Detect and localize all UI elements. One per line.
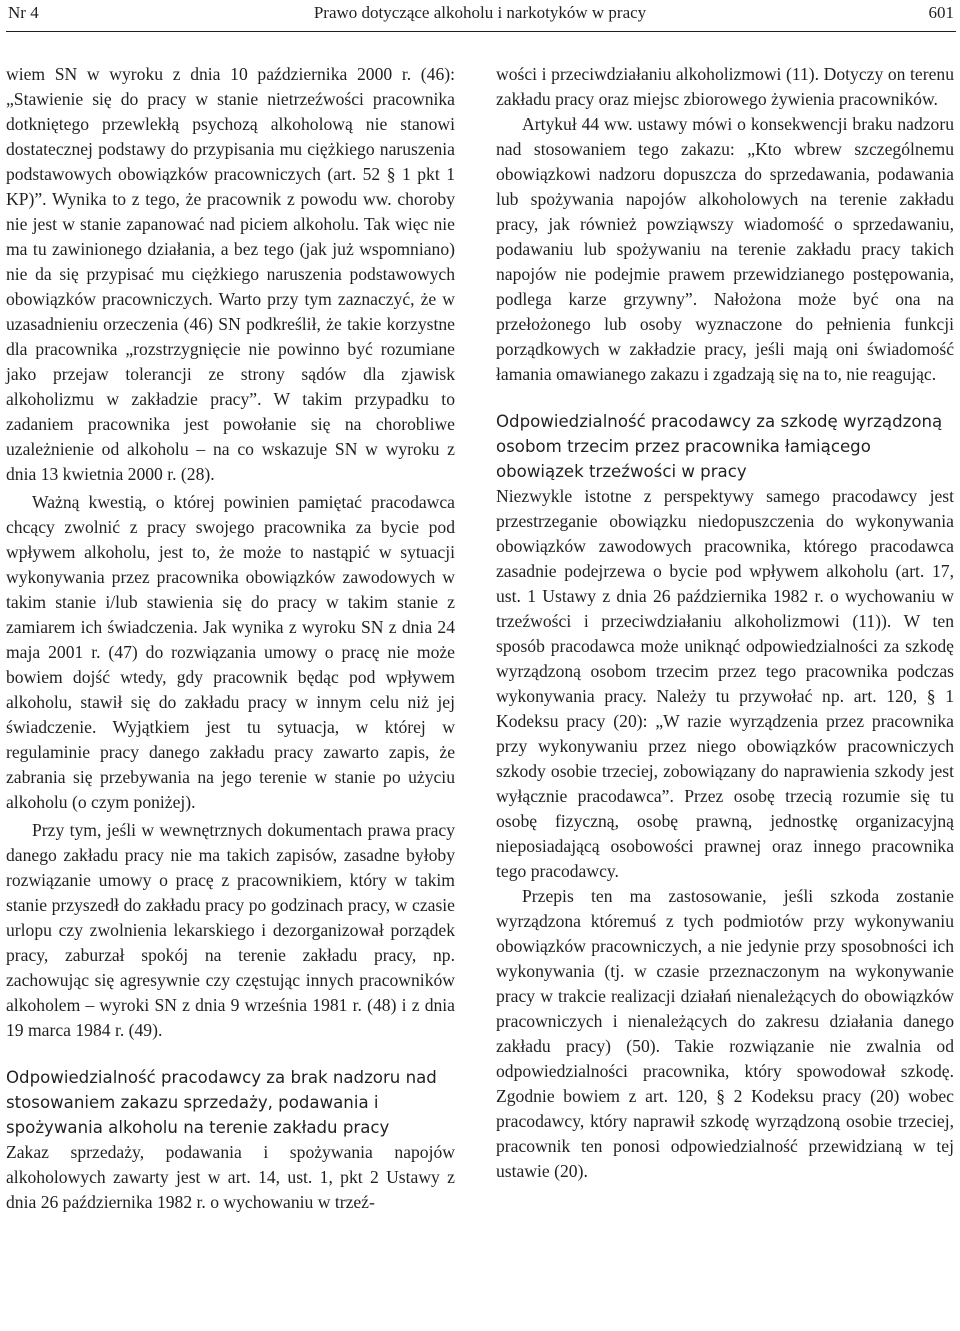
- running-header: [0, 0, 960, 30]
- paragraph: Przepis ten ma zastosowanie, jeśli szkoda zostanie wyrządzona któremuś z tych podmiotów przy wykonywaniu obowiązków pracowniczych, a nie jedynie przy sposobności ich wykonywania (tj. w czasie przeznaczonym na wykonywanie pracy w trakcie realizacji działań nienależących do obowiązków pracowniczych i nienależących do zakresu działania danego zakładu pracy) (50). Takie rozwiązanie nie zwalnia od odpowiedzialności pracownika, który spowodował szkodę. Zgodnie bowiem z art. 120, § 2 Kodeksu pracy (20) wobec pracodawcy, który naprawił szkodę wyrządzoną osobie trzeciej, pracownik ten ponosi odpowiedzialność przewidzianą w tej ustawie (20).: [496, 886, 954, 1181]
- paragraph: wiem SN w wyroku z dnia 10 października 2000 r. (46): „Stawienie się do pracy w stanie nietrzeźwości pracownika dotkniętego przewlekłą psychozą alkoholową nie stanowi dostatecznej podstawy do przypisania mu ciężkiego naruszenia podstawowych obowiązków pracowniczych (art. 52 § 1 pkt 1 KP)”. Wynika to z tego, że pracownik z powodu ww. choroby nie jest w stanie zapanować nad piciem alkoholu. Tak więc nie ma tu zawinionego działania, a bez tego (jak już wspomniano) nie da się przypisać mu ciężkiego naruszenia podstawowych obowiązków pracowniczych. Warto przy tym zaznaczyć, że w uzasadnieniu orzeczenia (46) SN podkreślił, że takie korzystne dla pracownika „rozstrzygnięcie nie powinno być rozumiane jako przejaw tolerancji ze strony sądów dla zjawisk alkoholizmu w zakładzie pracy”. W takim przypadku to zadaniem pracownika jest powołanie się na chorobliwe uzależnienie od alkoholu – na co wskazuje SN w wyroku z dnia 13 kwietnia 2000 r. (28).: [6, 64, 455, 484]
- paragraph: wości i przeciwdziałaniu alkoholizmowi (11). Dotyczy on terenu zakładu pracy oraz miejsc zbiorowego żywienia pracowników.: [496, 64, 954, 109]
- running-title: Prawo dotyczące alkoholu i narkotyków w pracy: [313, 3, 647, 22]
- paragraph: Ważną kwestią, o której powinien pamiętać pracodawca chcący zwolnić z pracy swojego pracownika za bycie pod wpływem alkoholu, jest to, że może to nastąpić w sytuacji wykonywania przez pracownika obowiązków zawodowych w takim stanie i/lub stawienia się do pracy w takim stanie z zamiarem ich świadczenia. Jak wynika z wyroku SN z dnia 24 maja 2001 r. (47) do rozwiązania umowy o pracę nie może bowiem dojść wtedy, gdy pracownik będąc pod wpływem alkoholu, stawił się do zakładu pracy w innym celu niż jej świadczenie. Wyjątkiem jest tu sytuacja, w której w regulaminie pracy danego zakładu pracy zawarto zapis, że zabrania się przebywania na jego terenie w stanie po użyciu alkoholu (o czym poniżej).: [6, 492, 455, 812]
- section-heading: Odpowiedzialność pracodawcy za brak nadzoru nad stosowaniem zakazu sprzedaży, podawania i spożywania alkoholu na terenie zakładu pracy: [6, 1068, 437, 1137]
- section-heading: Odpowiedzialność pracodawcy za szkodę wyrządzoną osobom trzecim przez pracownika łamiącego obowiązek trzeźwości w pracy: [496, 412, 943, 481]
- header-rule: [6, 31, 956, 32]
- paragraph: Niezwykle istotne z perspektywy samego pracodawcy jest przestrzeganie obowiązku niedopuszczenia do wykonywania obowiązków zawodowych pracownika, którego pracodawca zasadnie podejrzewa o bycie pod wpływem alkoholu (art. 17, ust. 1 Ustawy z dnia 26 października 1982 r. o wychowaniu w trzeźwości i przeciwdziałaniu alkoholizmowi (11)). W ten sposób pracodawca może uniknąć odpowiedzialności za szkodę wyrządzoną osobom trzecim przez tego pracownika podczas wykonywania pracy. Należy tu przywołać np. art. 120, § 1 Kodeksu pracy (20): „W razie wyrządzenia przez pracownika przy wykonywaniu przez niego obowiązków pracowniczych szkody osobie trzeciej, zobowiązany do naprawienia szkody jest wyłącznie pracodawca”. Przez osobę trzecią rozumie się tu osobę fizyczną, osobę prawną, jednostkę organizacyjną nieposiadającą osobowości prawnej oraz innego pracownika tego pracodawcy.: [496, 486, 954, 881]
- left-column: [6, 62, 455, 1215]
- page-number: 601: [928, 3, 954, 22]
- paragraph: Artykuł 44 ww. ustawy mówi o konsekwencji braku nadzoru nad stosowaniem tego zakazu: „Kto wbrew szczególnemu obowiązkowi nadzoru dopuszcza do sprzedawania, podawania lub spożywania napojów alkoholowych na terenie zakładu pracy, jak również powziąwszy wiadomość o sprzedawaniu, podawaniu lub spożywaniu na terenie zakładu pracy takich napojów nie podejmie prawem przewidzianego postępowania, podlega karze grzywny”. Nałożona może być ona na przełożonego lub osoby wyznaczone do pełnienia funkcji porządkowych w zakładzie pracy, jeśli mają oni świadomość łamania omawianego zakazu i zgadzają się na to, nie reagując.: [496, 114, 954, 384]
- right-column: [496, 62, 954, 1184]
- issue-number: Nr 4: [8, 3, 39, 22]
- paragraph: Przy tym, jeśli w wewnętrznych dokumentach prawa pracy danego zakładu pracy nie ma takich zapisów, zasadne byłoby rozwiązanie umowy o pracę z pracownikiem, który w takim stanie przyszedł do zakładu pracy po godzinach pracy, w czasie urlopu czy zwolnienia lekarskiego i dezorganizował porządek pracy, zaburzał spokój na terenie zakładu pracy, np. zachowując się agresywnie czy częstując innych pracowników alkoholem – wyroki SN z dnia 9 września 1981 r. (48) i z dnia 19 marca 1984 r. (49).: [6, 820, 455, 1040]
- paragraph: Zakaz sprzedaży, podawania i spożywania napojów alkoholowych zawarty jest w art. 14, ust. 1, pkt 2 Ustawy z dnia 26 października 1982 r. o wychowaniu w trzeź-: [6, 1142, 455, 1212]
